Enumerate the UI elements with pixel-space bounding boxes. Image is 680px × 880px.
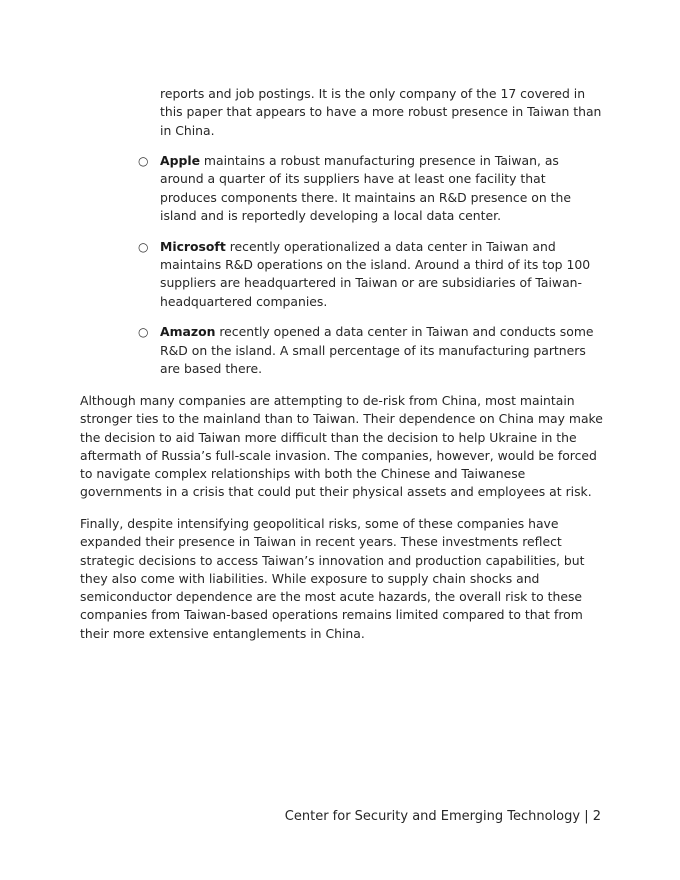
hollow-circle-bullet-icon: ○: [138, 154, 149, 168]
company-name: Apple: [160, 153, 200, 168]
company-name: Amazon: [160, 324, 216, 340]
bullet-text: recently opened a data center in Taiwan and conducts some R&D on the island. A small percentage of its manufacturing partners are based there.: [160, 324, 594, 376]
bullet-item-amazon: [138, 323, 602, 378]
body-paragraph-derisk: Although many companies are attempting to de-risk from China, most maintain stronger ties to the mainland than to Taiwan. Their dependence on China may make the decision to aid Taiwan more difficult than the decision to help Ukraine in the aftermath of Russia’s full-scale invasion. The companies, however, would be forced to navigate complex relationships with both the Chinese and Taiwanese governments in a crisis that could put their physical assets and employees at risk.: [80, 393, 603, 500]
bullet-text: maintains a robust manufacturing presence in Taiwan, as around a quarter of its suppliers have at least one facility that produces components there. It maintains an R&D presence on the island and is reportedly developing a local data center.: [160, 153, 571, 223]
page-footer: Center for Security and Emerging Technology | 2: [284, 809, 601, 824]
bullet-text: recently operationalized a data center in Taiwan and maintains R&D operations on the island. Around a third of its top 100 suppliers are headquartered in Taiwan or are subsidiaries of Taiwan-headquartered companies.: [160, 238, 591, 309]
continuation-paragraph: reports and job postings. It is the only company of the 17 covered in this paper that appears to have a more robust presence in Taiwan than in China.: [160, 86, 602, 138]
company-name: Microsoft: [160, 238, 226, 254]
bullet-item-microsoft: [138, 238, 602, 311]
body-paragraph-expansion: Finally, despite intensifying geopolitical risks, some of these companies have expanded their presence in Taiwan in recent years. These investments reflect strategic decisions to access Taiwan’s innovation and production capabilities, but they also come with liabilities. While exposure to supply chain shocks and semiconductor dependence are the most acute hazards, the overall risk to these companies from Taiwan-based operations remains limited compared to that from their more extensive entanglements in China.: [80, 516, 585, 641]
hollow-circle-bullet-icon: ○: [138, 239, 149, 254]
bullet-item-apple: [138, 152, 602, 225]
hollow-circle-bullet-icon: ○: [138, 325, 149, 340]
company-bullet-list: [138, 152, 602, 391]
